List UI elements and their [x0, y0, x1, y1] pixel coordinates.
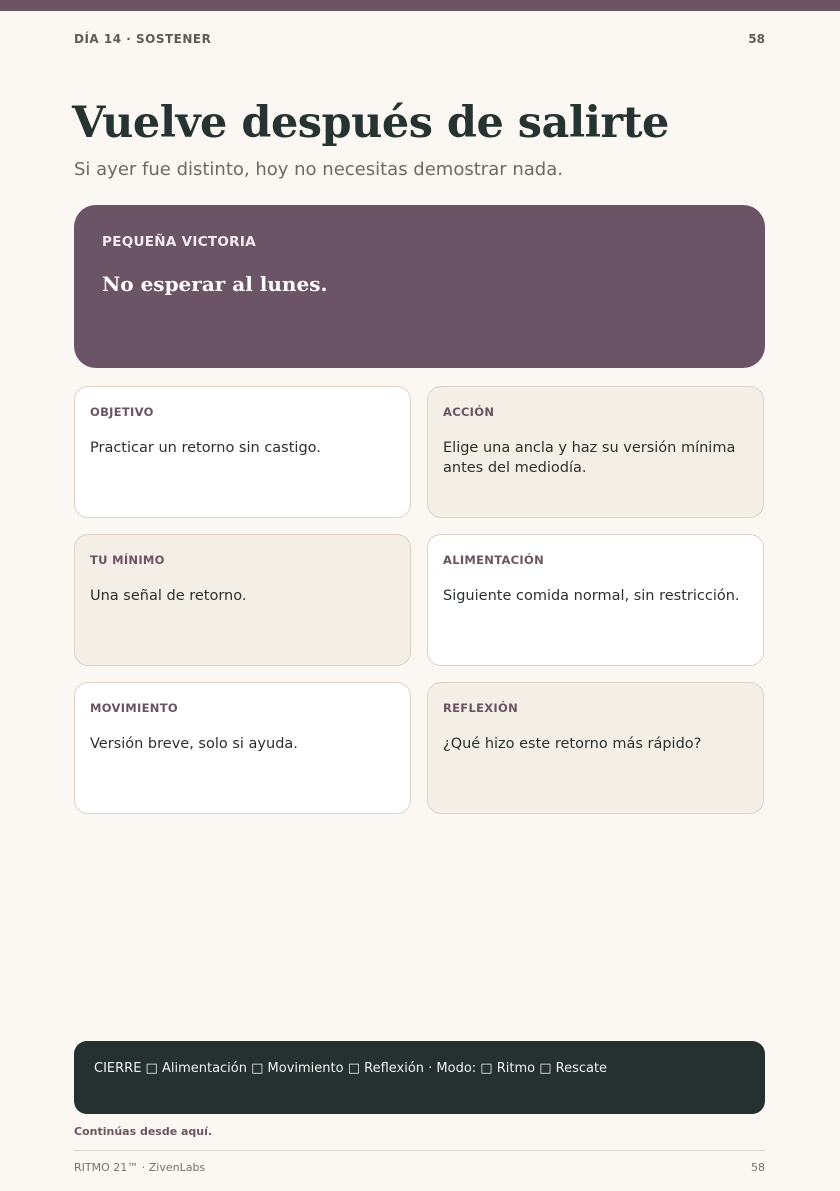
card-accion — [427, 386, 764, 518]
top-color-band — [0, 0, 840, 11]
card-label: ACCIÓN — [443, 405, 495, 419]
card-text: Elige una ancla y haz su versión mínima antes del mediodía. — [443, 440, 736, 476]
small-victory-banner — [74, 205, 765, 368]
card-label: OBJETIVO — [90, 405, 154, 419]
card-text: Siguiente comida normal, sin restricción. — [443, 588, 740, 604]
card-label: MOVIMIENTO — [90, 701, 178, 715]
card-objetivo — [74, 386, 411, 518]
page-subtitle: Si ayer fue distinto, hoy no necesitas demostrar nada. — [74, 159, 563, 180]
card-label: ALIMENTACIÓN — [443, 553, 545, 567]
card-label: REFLEXIÓN — [443, 701, 518, 715]
header-section-label: DÍA 14 · SOSTENER — [74, 32, 212, 46]
card-text: Una señal de retorno. — [90, 588, 247, 604]
closing-checklist-text: CIERRE □ Alimentación □ Movimiento □ Reflexión · Modo: □ Ritmo □ Rescate — [94, 1061, 608, 1076]
closing-checklist-bar — [74, 1041, 765, 1114]
footer-divider — [74, 1150, 765, 1151]
card-alimentacion — [427, 534, 764, 666]
card-reflexion — [427, 682, 764, 814]
footer-brand: RITMO 21™ · ZivenLabs — [74, 1161, 206, 1174]
card-text: Versión breve, solo si ayuda. — [90, 736, 298, 752]
card-tu-minimo — [74, 534, 411, 666]
card-label: TU MÍNIMO — [90, 553, 165, 567]
card-text: Practicar un retorno sin castigo. — [90, 440, 321, 456]
continue-note: Continúas desde aquí. — [74, 1125, 213, 1138]
small-victory-label: PEQUEÑA VICTORIA — [102, 234, 256, 250]
page-title: Vuelve después de salirte — [72, 98, 669, 148]
header-page-number: 58 — [748, 32, 765, 46]
card-text: ¿Qué hizo este retorno más rápido? — [443, 736, 702, 752]
footer-page-number: 58 — [751, 1161, 765, 1174]
small-victory-text: No esperar al lunes. — [102, 272, 328, 296]
card-movimiento — [74, 682, 411, 814]
